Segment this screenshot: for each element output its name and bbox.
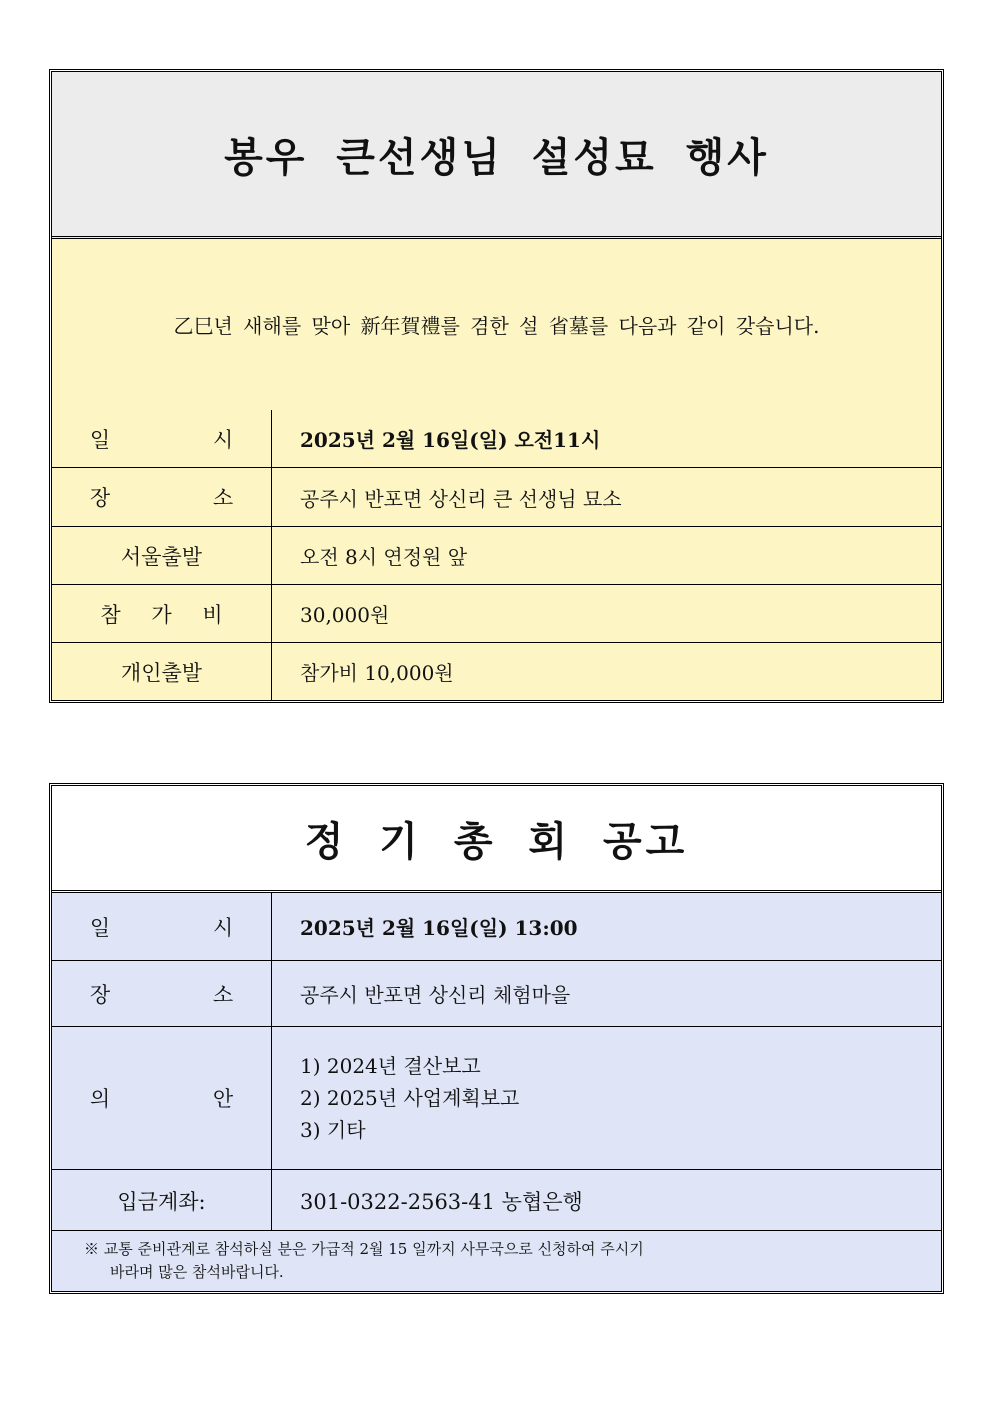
agenda-item: 2) 2025년 사업계획보고: [300, 1086, 520, 1110]
meeting-row-agenda: [52, 1027, 941, 1170]
meeting-title-cell: [52, 786, 941, 893]
event-label-seoul-departure: 서울출발: [52, 527, 272, 584]
event-value-seoul-departure: 오전 8시 연정원 앞: [300, 545, 468, 569]
event-row-seoul-departure: [52, 527, 941, 585]
event-row-place: [52, 468, 941, 527]
event-label-fee: 참 가 비: [52, 585, 272, 642]
event-row-datetime: [52, 410, 941, 468]
event-value-datetime: 2025년 2월 16일(일) 오전11시: [300, 428, 601, 452]
event-value-individual-departure: 참가비 10,000원: [300, 661, 454, 685]
meeting-row-datetime: [52, 893, 941, 961]
event-row-individual-departure: [52, 643, 941, 700]
meeting-value-place: 공주시 반포면 상신리 체험마을: [300, 983, 571, 1007]
footnote-line-2: 바라며 많은 참석바랍니다.: [110, 1263, 284, 1281]
meeting-value-datetime: 2025년 2월 16일(일) 13:00: [300, 916, 578, 940]
footnote-line-1: ※ 교통 준비관계로 참석하실 분은 가급적 2월 15 일까지 사무국으로 신청하여 주시기: [84, 1240, 644, 1258]
agenda-item: 1) 2024년 결산보고: [300, 1054, 481, 1078]
meeting-row-place: [52, 961, 941, 1027]
meeting-footnote: [52, 1230, 941, 1291]
meeting-label-account: 입금계좌:: [52, 1170, 272, 1232]
event-title-cell: [52, 72, 941, 239]
meeting-label-datetime: 일 시: [52, 893, 272, 960]
event-label-individual-departure: 개인출발: [52, 643, 272, 700]
general-meeting-notice-table: [49, 783, 944, 1294]
event-title: 봉우 큰선생님 설성묘 행사: [224, 134, 769, 181]
event-row-fee: [52, 585, 941, 643]
agenda-item: 3) 기타: [300, 1118, 366, 1142]
event-intro-cell: [52, 239, 941, 411]
meeting-value-account: 301-0322-2563-41 농협은행: [300, 1190, 583, 1214]
event-intro-text: 乙巳년 새해를 맞아 新年賀禮를 겸한 설 省墓를 다음과 같이 갖습니다.: [173, 314, 820, 338]
event-value-fee: 30,000원: [300, 603, 390, 627]
meeting-row-account: [52, 1170, 941, 1232]
meeting-agenda-list: [272, 1027, 941, 1169]
meeting-label-place: 장 소: [52, 961, 272, 1026]
event-label-datetime: 일 시: [52, 410, 272, 467]
event-label-place: 장 소: [52, 468, 272, 526]
event-value-place: 공주시 반포면 상신리 큰 선생님 묘소: [300, 486, 622, 511]
meeting-label-agenda: 의 안: [52, 1027, 272, 1169]
meeting-title: 정 기 총 회 공고: [304, 818, 689, 865]
event-notice-table: [49, 69, 944, 703]
